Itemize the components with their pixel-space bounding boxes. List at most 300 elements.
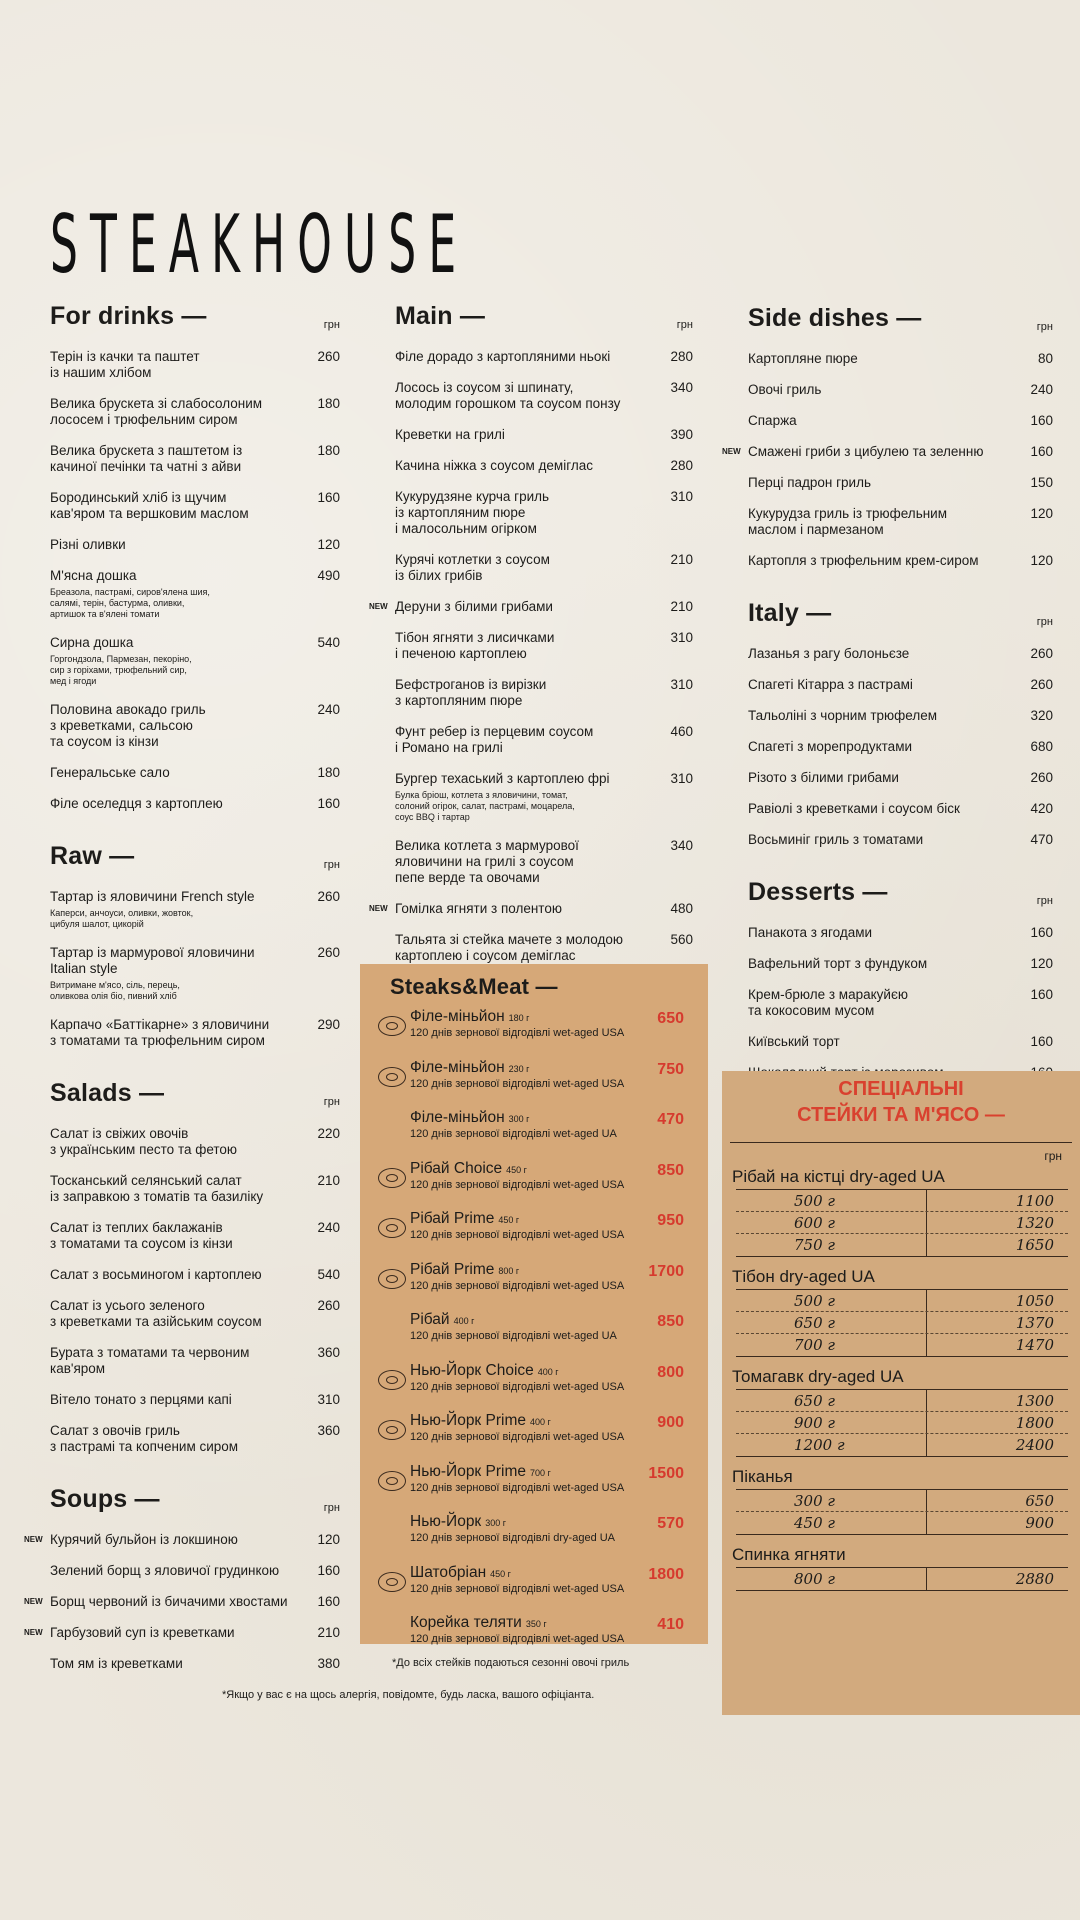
steak-aging: 120 днів зернової відгодівлі wet-aged USA <box>410 1582 625 1595</box>
desserts-item-row <box>748 987 1053 1019</box>
sides-item <box>748 413 1053 429</box>
main-item <box>395 458 693 474</box>
soups-item-price: 380 <box>317 1656 340 1671</box>
soups-item <box>50 1563 340 1579</box>
italy-item <box>748 739 1053 755</box>
italy-item-row <box>748 646 1053 662</box>
sides-item <box>748 506 1053 538</box>
main-item-name: Фунт ребер із перцевим соусом і Романо на грилі <box>395 724 594 755</box>
soups-item-price: 160 <box>317 1563 340 1578</box>
soups-item-price: 120 <box>317 1532 340 1547</box>
steak-item <box>370 1513 696 1564</box>
salads-title: Salads — <box>50 1079 165 1107</box>
special-price-table <box>736 1489 1068 1535</box>
steak-aging: 120 днів зернової відгодівлі wet-aged USA <box>410 1229 625 1241</box>
drinks-item <box>50 635 340 687</box>
italy-item <box>748 677 1053 693</box>
italy-item-name: Різото з білими грибами <box>748 770 899 785</box>
italy-item <box>748 646 1053 662</box>
special-weight: 500 г <box>794 1291 835 1310</box>
steak-weight: 400 г <box>453 1316 475 1326</box>
soups-item <box>24 1625 340 1641</box>
drinks-item-row <box>50 765 340 781</box>
italy-item-name: Восьминіг гриль з томатами <box>748 832 924 847</box>
main-item-row <box>395 489 693 537</box>
sides-item-name: Спаржа <box>748 413 797 428</box>
steak-weight: 230 г <box>508 1063 530 1074</box>
main-item-row <box>395 349 693 365</box>
main-item-price: 210 <box>670 552 693 567</box>
steaks-panel <box>360 964 708 1644</box>
drinks-item-name: Велика брускета зі слабосолоним лососем і трюфельним сиром <box>50 396 263 427</box>
main-item <box>395 724 693 756</box>
special-price-table <box>736 1567 1068 1591</box>
drinks-item-name: Сирна дошка <box>50 635 134 650</box>
italy-item-price: 470 <box>1030 832 1053 847</box>
raw-item-row <box>50 1017 340 1049</box>
steak-item <box>370 1412 696 1463</box>
sides-currency: грн <box>1036 321 1053 333</box>
main-item-row <box>395 724 693 756</box>
desserts-item-price: 160 <box>1030 925 1053 940</box>
main-item <box>395 380 693 412</box>
salads-item-price: 210 <box>317 1173 340 1188</box>
drinks-item-name: Різні оливки <box>50 537 126 552</box>
soups-item-name: Курячий бульйон із локшиною <box>50 1532 238 1547</box>
italy-item <box>748 708 1053 724</box>
drinks-item-price: 240 <box>317 702 340 717</box>
main-item-name: Тальята зі стейка мачете з молодою картоплею і соусом деміглас <box>395 932 623 963</box>
desserts-item-row <box>748 956 1053 972</box>
special-price: 1300 <box>926 1390 1068 1411</box>
steak-price: 1700 <box>648 1262 684 1280</box>
new-badge: NEW <box>369 602 388 611</box>
drinks-item-row <box>50 443 340 475</box>
main-item-price: 340 <box>670 380 693 395</box>
main-item <box>369 901 693 917</box>
main-item-price: 310 <box>670 489 693 504</box>
special-price: 1050 <box>926 1290 1068 1311</box>
sides-item-name: Смажені гриби з цибулею та зеленню <box>748 444 984 459</box>
steak-line <box>410 1059 696 1077</box>
special-weight: 800 г <box>794 1570 835 1588</box>
special-price-table <box>736 1289 1068 1357</box>
drinks-item-row <box>50 537 340 553</box>
main-item-name: Креветки на грилі <box>395 427 505 442</box>
special-weight: 650 г <box>794 1313 835 1332</box>
salads-item-row <box>50 1298 340 1330</box>
special-weight: 450 г <box>794 1514 835 1532</box>
sides-item-price: 120 <box>1030 553 1053 568</box>
steak-name: Філе-міньйон <box>410 1109 505 1126</box>
special-block <box>732 1467 1072 1535</box>
italy-title: Italy — <box>748 599 832 627</box>
special-price-row <box>736 1390 1068 1412</box>
soups-item-name: Гарбузовий суп із креветками <box>50 1625 235 1640</box>
salads-item-price: 360 <box>317 1423 340 1438</box>
salads-header <box>50 1079 340 1108</box>
italy-header <box>748 599 1053 628</box>
sides-item-row <box>748 351 1053 367</box>
main-item-price: 210 <box>670 599 693 614</box>
steak-weight: 450 г <box>490 1568 511 1579</box>
raw-item <box>50 945 340 1002</box>
steak-item <box>370 1362 696 1413</box>
drinks-item-name: Генеральське сало <box>50 765 170 780</box>
sides-item-name: Перці падрон гриль <box>748 475 872 490</box>
special-block <box>732 1167 1072 1257</box>
special-weight: 650 г <box>794 1391 835 1410</box>
drinks-item-price: 120 <box>317 537 340 552</box>
sides-section <box>722 304 1053 569</box>
drinks-item <box>50 443 340 475</box>
italy-item-name: Спагеті Кітарра з пастрамі <box>748 677 913 692</box>
column-right <box>722 304 1053 1096</box>
drinks-item-name: Терін із качки та паштет із нашим хлібом <box>50 349 200 380</box>
sides-item-price: 160 <box>1030 444 1053 459</box>
salads-item-name: Салат з восьминогом і картоплею <box>50 1267 262 1282</box>
steak-price: 850 <box>657 1313 684 1330</box>
drinks-item-description: Горгондзола, Пармезан, пекоріно, сир з горіхами, трюфельний сир, мед і ягоди <box>50 654 192 686</box>
drinks-item-price: 160 <box>317 490 340 505</box>
desserts-item-price: 160 <box>1030 1034 1053 1049</box>
steak-icon <box>378 1471 406 1491</box>
main-item-row <box>395 380 693 412</box>
italy-item-row <box>748 832 1053 848</box>
drinks-item-price: 180 <box>317 396 340 411</box>
special-title <box>722 1076 1080 1128</box>
special-weight: 500 г <box>794 1191 835 1210</box>
main-item <box>395 932 693 964</box>
special-weight: 700 г <box>794 1336 835 1354</box>
soups-item <box>24 1594 340 1610</box>
raw-item-price: 260 <box>317 945 340 960</box>
drinks-item <box>50 349 340 381</box>
raw-item-description: Каперси, анчоуси, оливки, жовток, цибуля шалот, цикорій <box>50 908 194 929</box>
soups-item-price: 160 <box>317 1594 340 1609</box>
steak-name: Корейка теляти <box>410 1614 522 1631</box>
soups-item-row <box>50 1656 340 1672</box>
steak-aging: 120 днів зернової відгодівлі dry-aged UA <box>410 1532 616 1544</box>
steak-line <box>410 1362 696 1380</box>
special-price: 2400 <box>926 1434 1068 1456</box>
steak-aging: 120 днів зернової відгодівлі wet-aged USA <box>410 1027 625 1039</box>
main-item-name: Велика котлета з мармурової яловичини на грилі з соусом пепе верде та овочами <box>395 838 579 885</box>
special-price: 900 <box>926 1512 1068 1534</box>
desserts-item-name: Крем-брюле з маракуйєю та кокосовим мусом <box>748 987 908 1018</box>
sides-item <box>748 351 1053 367</box>
special-currency: грн <box>1044 1149 1062 1163</box>
raw-section <box>50 842 340 1049</box>
salads-item-name: Вітело тонато з перцями капі <box>50 1392 232 1407</box>
steak-price: 900 <box>657 1414 684 1431</box>
salads-item-price: 240 <box>317 1220 340 1235</box>
soups-header <box>50 1485 340 1514</box>
salads-item-name: Салат із усього зеленого з креветками та азійським соусом <box>50 1298 262 1329</box>
new-badge: NEW <box>24 1597 43 1606</box>
desserts-item-name: Вафельний торт з фундуком <box>748 956 928 971</box>
special-block <box>732 1367 1072 1457</box>
special-title-line1: СПЕЦІАЛЬНІ <box>838 1078 964 1100</box>
steak-name: Рібай Choice <box>410 1159 503 1177</box>
drinks-item-row <box>50 349 340 381</box>
soups-item <box>24 1532 340 1548</box>
sides-item-name: Картопляне пюре <box>748 351 858 366</box>
sides-item-price: 240 <box>1030 382 1053 397</box>
steak-item <box>370 1160 696 1211</box>
main-item <box>395 427 693 443</box>
main-item-name: Курячі котлетки з соусом із білих грибів <box>395 552 550 583</box>
raw-item <box>50 1017 340 1049</box>
menu-title: STEAKHOUSE <box>50 198 469 291</box>
special-panel <box>722 1071 1080 1715</box>
steak-price: 410 <box>657 1616 684 1633</box>
steak-icon <box>378 1420 406 1440</box>
steak-name: Шатобріан <box>410 1563 487 1581</box>
italy-item-name: Спагеті з морепродуктами <box>748 739 913 754</box>
steak-weight: 400 г <box>537 1366 559 1377</box>
special-price-row <box>736 1290 1068 1312</box>
steak-line <box>410 1614 696 1632</box>
steak-line <box>410 1109 696 1127</box>
main-item-price: 310 <box>670 677 693 692</box>
main-item <box>395 630 693 662</box>
special-divider <box>730 1142 1072 1143</box>
main-item-price: 310 <box>670 771 693 786</box>
sides-title: Side dishes — <box>748 304 922 332</box>
main-item-price: 340 <box>670 838 693 853</box>
main-item-name: Тібон ягняти з лисичками і печеною картоплею <box>395 630 555 661</box>
special-price-row <box>736 1234 1068 1256</box>
main-item-price: 560 <box>670 932 693 947</box>
steak-weight: 180 г <box>508 1013 530 1023</box>
raw-currency: грн <box>323 859 340 871</box>
special-weight: 750 г <box>794 1236 835 1254</box>
salads-item-price: 220 <box>317 1126 340 1141</box>
main-item-name: Лосось із соусом зі шпинату, молодим горошком та соусом понзу <box>395 380 621 411</box>
special-title-line2: СТЕЙКИ ТА М'ЯСО — <box>797 1104 1005 1126</box>
raw-header <box>50 842 340 871</box>
sides-item-price: 150 <box>1030 475 1053 490</box>
salads-item <box>50 1220 340 1252</box>
desserts-item <box>748 925 1053 941</box>
drinks-item-price: 260 <box>317 349 340 364</box>
drinks-item-price: 490 <box>317 568 340 583</box>
steak-line <box>410 1160 696 1178</box>
italy-item-row <box>748 677 1053 693</box>
main-item-name: Деруни з білими грибами <box>395 599 553 614</box>
drinks-item-price: 180 <box>317 443 340 458</box>
main-title: Main — <box>395 302 486 330</box>
steak-price: 1800 <box>648 1565 684 1583</box>
special-price-row <box>736 1190 1068 1212</box>
steak-item <box>370 1463 696 1514</box>
steak-name: Нью-Йорк Prime <box>410 1412 527 1429</box>
steaks-note: *До всіх стейків подаються сезонні овочі гриль <box>392 1657 630 1669</box>
raw-item-price: 290 <box>317 1017 340 1032</box>
main-item-row <box>395 771 693 787</box>
steak-price: 800 <box>657 1363 684 1381</box>
italy-item-price: 420 <box>1030 801 1053 816</box>
sides-item <box>748 475 1053 491</box>
salads-item-price: 540 <box>317 1267 340 1282</box>
salads-item-row <box>50 1126 340 1158</box>
special-price-row <box>736 1434 1068 1456</box>
main-item <box>395 771 693 823</box>
soups-item-row <box>50 1625 340 1641</box>
drinks-item-price: 180 <box>317 765 340 780</box>
steak-item <box>370 1109 696 1160</box>
salads-item-name: Бурата з томатами та червоним кав'яром <box>50 1345 250 1376</box>
main-item-name: Качина ніжка з соусом деміглас <box>395 458 593 473</box>
salads-item-row <box>50 1345 340 1377</box>
drinks-item-price: 160 <box>317 796 340 811</box>
soups-item-row <box>50 1563 340 1579</box>
drinks-title: For drinks — <box>50 302 207 330</box>
soups-title: Soups — <box>50 1485 160 1513</box>
desserts-title: Desserts — <box>748 878 888 906</box>
main-item <box>369 599 693 615</box>
italy-item-name: Тальоліні з чорним трюфелем <box>748 708 938 723</box>
drinks-item-row <box>50 490 340 522</box>
new-badge: NEW <box>24 1628 43 1637</box>
steak-item <box>370 1311 696 1362</box>
special-weight: 1200 г <box>794 1436 845 1454</box>
soups-item-row <box>50 1532 340 1548</box>
steak-item <box>370 1564 696 1615</box>
salads-item <box>50 1345 340 1377</box>
new-badge: NEW <box>369 904 388 913</box>
allergy-note: *Якщо у вас є на щось алергія, повідомте, будь ласка, вашого офіціанта. <box>222 1689 595 1701</box>
soups-item-name: Зелений борщ з яловичої грудинкою <box>50 1563 280 1578</box>
special-price-table <box>736 1389 1068 1457</box>
italy-item-price: 260 <box>1030 770 1053 785</box>
steak-line <box>410 1311 696 1329</box>
special-price: 2880 <box>926 1568 1068 1590</box>
steak-name: Рібай <box>410 1311 450 1328</box>
salads-item-row <box>50 1173 340 1205</box>
special-price: 1650 <box>926 1234 1068 1256</box>
sides-item-price: 160 <box>1030 413 1053 428</box>
main-item-name: Кукурудзяне курча гриль із картопляним пюре і малосольним огірком <box>395 489 550 536</box>
italy-item-row <box>748 770 1053 786</box>
main-item-row <box>395 458 693 474</box>
salads-item-name: Тосканський селянський салат із заправкою з томатів та базиліку <box>50 1173 264 1204</box>
salads-item-price: 260 <box>317 1298 340 1313</box>
salads-item-price: 310 <box>317 1392 340 1407</box>
sides-item <box>748 553 1053 569</box>
sides-item-row <box>748 506 1053 538</box>
steak-line <box>410 1513 696 1531</box>
drinks-item-row <box>50 635 340 651</box>
raw-title: Raw — <box>50 842 135 870</box>
main-item-price: 280 <box>670 349 693 364</box>
soups-currency: грн <box>323 1502 340 1514</box>
steak-price: 650 <box>657 1010 684 1027</box>
steak-name: Філе-міньйон <box>410 1008 505 1025</box>
italy-item-name: Лазанья з рагу болоньєзе <box>748 646 910 661</box>
raw-item-name: Тартар із яловичини French style <box>50 889 255 904</box>
steak-weight: 450 г <box>506 1164 527 1175</box>
desserts-item-price: 120 <box>1030 956 1053 971</box>
special-block-title: Спинка ягняти <box>732 1545 846 1564</box>
salads-section <box>50 1079 340 1455</box>
salads-item-row <box>50 1267 340 1283</box>
drinks-item-name: Велика брускета з паштетом із качиної печінки та чатні з айви <box>50 443 243 474</box>
main-item-row <box>395 599 693 615</box>
steak-item <box>370 1210 696 1261</box>
steak-item <box>370 1008 696 1059</box>
main-item-price: 480 <box>670 901 693 916</box>
steak-line <box>410 1008 696 1026</box>
salads-item <box>50 1298 340 1330</box>
desserts-header <box>748 878 1053 907</box>
sides-item-price: 80 <box>1037 351 1053 366</box>
steak-weight: 400 г <box>530 1417 551 1427</box>
main-item-price: 460 <box>670 724 693 739</box>
drinks-item <box>50 702 340 750</box>
main-item <box>395 677 693 709</box>
special-price: 1800 <box>926 1412 1068 1433</box>
steak-aging: 120 днів зернової відгодівлі wet-aged USA <box>410 1633 625 1645</box>
salads-item-name: Салат з овочів гриль з пастрамі та копченим сиром <box>50 1423 239 1454</box>
special-block <box>732 1267 1072 1357</box>
steak-weight: 300 г <box>508 1114 530 1124</box>
salads-item <box>50 1423 340 1455</box>
steak-weight: 300 г <box>485 1518 507 1528</box>
italy-item-price: 680 <box>1030 739 1053 754</box>
salads-item <box>50 1267 340 1283</box>
soups-item-row <box>50 1594 340 1610</box>
steak-price: 470 <box>657 1111 684 1128</box>
drinks-item-row <box>50 702 340 750</box>
steak-item <box>370 1059 696 1110</box>
sides-item-row <box>748 475 1053 491</box>
sides-item <box>748 382 1053 398</box>
special-price-row <box>736 1312 1068 1334</box>
main-item-row <box>395 427 693 443</box>
sides-item-row <box>748 444 1053 460</box>
sides-item-name: Картопля з трюфельним крем-сиром <box>748 553 979 568</box>
drinks-item-name: М'ясна дошка <box>50 568 137 583</box>
salads-item-row <box>50 1423 340 1455</box>
steak-icon <box>378 1370 406 1390</box>
italy-item-price: 260 <box>1030 646 1053 661</box>
special-price: 1320 <box>926 1212 1068 1233</box>
drinks-item <box>50 568 340 620</box>
steak-aging: 120 днів зернової відгодівлі wet-aged UA <box>410 1128 617 1140</box>
steak-name: Нью-Йорк Choice <box>410 1361 534 1379</box>
raw-item-description: Витримане м'ясо, сіль, перець, оливкова олія біо, пивний хліб <box>50 980 180 1001</box>
special-weight: 600 г <box>794 1213 835 1232</box>
special-weight: 900 г <box>794 1413 835 1432</box>
raw-item-name: Тартар із мармурової яловичини Italian style <box>50 945 255 976</box>
drinks-item-name: Філе оселедця з картоплею <box>50 796 223 811</box>
raw-item-name: Карпачо «Баттікарне» з яловичини з томатами та трюфельним сиром <box>50 1017 270 1048</box>
main-item-name: Гомілка ягняти з полентою <box>395 901 562 916</box>
drinks-item <box>50 537 340 553</box>
special-price-row <box>736 1490 1068 1512</box>
steak-aging: 120 днів зернової відгодівлі wet-aged USA <box>410 1077 625 1090</box>
steak-price: 570 <box>657 1515 684 1532</box>
desserts-item <box>748 987 1053 1019</box>
desserts-currency: грн <box>1036 895 1053 907</box>
steak-aging: 120 днів зернової відгодівлі wet-aged USA <box>410 1279 625 1292</box>
drinks-item <box>50 765 340 781</box>
soups-item-price: 210 <box>317 1625 340 1640</box>
steak-icon <box>378 1572 406 1592</box>
steak-price: 950 <box>657 1212 684 1229</box>
